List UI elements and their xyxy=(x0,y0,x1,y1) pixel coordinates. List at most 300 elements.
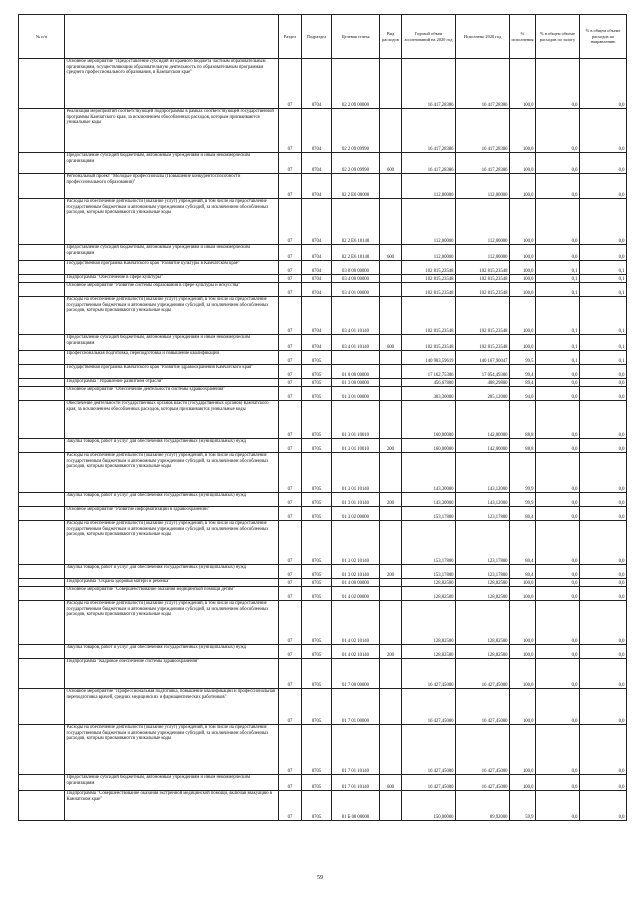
header-fact: Исполнено 2020 год xyxy=(456,15,510,59)
cell-fact: 408,29800 xyxy=(456,379,510,387)
cell-plan: 143,30000 xyxy=(402,493,456,507)
cell-share-total: 0,0 xyxy=(536,775,580,791)
cell-share-total: 0,1 xyxy=(536,261,580,275)
cell-vr xyxy=(380,791,402,821)
cell-share-sphere: 0,0 xyxy=(580,365,627,379)
cell-name: Основное мероприятие "Совершенствование оказания медицинской помощи детям" xyxy=(65,587,279,601)
cell-csr: 02 2 09 09990 xyxy=(332,153,380,174)
cell-share-sphere: 0,0 xyxy=(580,507,627,521)
cell-vr xyxy=(380,365,402,379)
cell-fact: 102 815,23548 xyxy=(456,261,510,275)
cell-name: Профессиональная подготовка, переподготовка и повышение квалификации xyxy=(65,351,279,365)
cell-share-total: 0,1 xyxy=(536,275,580,283)
cell-share-sphere: 0,1 xyxy=(580,297,627,335)
cell-podrazdel: 0704 xyxy=(302,153,332,174)
cell-podrazdel: 0705 xyxy=(302,791,332,821)
cell-num xyxy=(19,725,65,775)
cell-csr: 02 2 Е6 10140 xyxy=(332,245,380,261)
header-podrazdel: Подраздел xyxy=(302,15,332,59)
cell-name: Основное мероприятие "Предоставление субсидий из краевого бюджета частным образовательным организациям, осуществляющим образовательную деятельность по образовательным программам среднего профессионального образования, в Камчатском крае" xyxy=(65,59,279,109)
cell-share-total: 0,0 xyxy=(536,365,580,379)
cell-share-sphere: 0,0 xyxy=(580,59,627,109)
cell-name: Расходы на обеспечение деятельности (оказание услуг) учреждений, в том числе на предоставление государственным бюджетным и автономным учреждениям субсидий, за исключением обособленных расходов, которым присваиваются уникальные коды xyxy=(65,199,279,245)
cell-num xyxy=(19,275,65,283)
cell-share-sphere: 0,0 xyxy=(580,587,627,601)
cell-num xyxy=(19,153,65,174)
cell-name: Основное мероприятие "Развитие системы образования в сфере культуры и искусства" xyxy=(65,283,279,297)
cell-podrazdel: 0705 xyxy=(302,507,332,521)
cell-podrazdel: 0704 xyxy=(302,275,332,283)
cell-plan: 112,00000 xyxy=(402,174,456,199)
cell-num xyxy=(19,245,65,261)
cell-csr: 01 4 02 00000 xyxy=(332,587,380,601)
cell-vr xyxy=(380,199,402,245)
cell-share-sphere: 0,0 xyxy=(580,659,627,689)
cell-fact: 102 815,23548 xyxy=(456,335,510,351)
cell-name: Предоставление субсидий бюджетным, автономным учреждениям и иным некоммерческим организациям xyxy=(65,153,279,174)
cell-share-sphere: 0,0 xyxy=(580,775,627,791)
cell-csr xyxy=(332,351,380,365)
table-row xyxy=(19,174,627,199)
cell-share-total: 0,0 xyxy=(536,401,580,439)
cell-podrazdel: 0705 xyxy=(302,439,332,453)
cell-share-total: 0,0 xyxy=(536,689,580,725)
table-row xyxy=(19,725,627,775)
cell-podrazdel: 0705 xyxy=(302,401,332,439)
cell-plan: 160,00000 xyxy=(402,401,456,439)
cell-num xyxy=(19,579,65,587)
cell-razdel: 07 xyxy=(279,775,302,791)
cell-razdel: 07 xyxy=(279,153,302,174)
cell-podrazdel: 0705 xyxy=(302,453,332,493)
cell-csr: 01 7 01 10140 xyxy=(332,725,380,775)
cell-plan: 456,67800 xyxy=(402,379,456,387)
cell-plan: 16 417,28386 xyxy=(402,153,456,174)
cell-razdel: 07 xyxy=(279,174,302,199)
table-row xyxy=(19,587,627,601)
cell-fact: 128,82500 xyxy=(456,579,510,587)
cell-csr: 03 4 00 00000 xyxy=(332,275,380,283)
cell-name: Закупка товаров, работ и услуг для обеспечения государственных (муниципальных) нужд xyxy=(65,565,279,579)
table-row xyxy=(19,689,627,725)
table-body xyxy=(19,59,627,821)
cell-vr xyxy=(380,297,402,335)
cell-name: Предоставление субсидий бюджетным, автономным учреждениям и иным некоммерческим организациям xyxy=(65,335,279,351)
cell-vr xyxy=(380,587,402,601)
cell-podrazdel: 0705 xyxy=(302,579,332,587)
cell-name: Основное мероприятие "Обеспечение деятельности системы здравоохранения" xyxy=(65,387,279,401)
cell-name: Подпрограмма "Обеспечение в сфере культуры" xyxy=(65,275,279,283)
cell-csr: 01 Б 00 00000 xyxy=(332,791,380,821)
table-row xyxy=(19,335,627,351)
cell-share-sphere: 0,0 xyxy=(580,379,627,387)
cell-razdel: 07 xyxy=(279,199,302,245)
cell-plan: 128,82500 xyxy=(402,587,456,601)
cell-razdel: 07 xyxy=(279,351,302,365)
cell-num xyxy=(19,689,65,725)
cell-share-total: 0,0 xyxy=(536,439,580,453)
cell-plan: 140 903,59619 xyxy=(402,351,456,365)
cell-name: Закупка товаров, работ и услуг для обеспечения государственных (муниципальных) нужд xyxy=(65,439,279,453)
cell-num xyxy=(19,59,65,109)
cell-vr xyxy=(380,521,402,565)
header-csr: Целевая статья xyxy=(332,15,380,59)
table-header-row xyxy=(19,15,627,59)
cell-podrazdel: 0704 xyxy=(302,199,332,245)
cell-share-sphere: 0,1 xyxy=(580,261,627,275)
cell-name: Основное мероприятие "Развитие информатизации в здравоохранении" xyxy=(65,507,279,521)
cell-plan: 16 427,45000 xyxy=(402,775,456,791)
cell-share-total: 0,1 xyxy=(536,351,580,365)
cell-csr: 03 4 01 00000 xyxy=(332,283,380,297)
cell-podrazdel: 0705 xyxy=(302,645,332,659)
cell-csr: 01 3 01 10140 xyxy=(332,493,380,507)
cell-share-total: 0,0 xyxy=(536,579,580,587)
cell-share-total: 0,0 xyxy=(536,174,580,199)
cell-fact: 112,00000 xyxy=(456,245,510,261)
cell-name: Расходы на обеспечение деятельности (оказание услуг) учреждений, в том числе на предоставление государственным бюджетным и автономным учреждениям субсидий, за исключением обособленных расходов, которым присваиваются уникальные коды xyxy=(65,521,279,565)
cell-podrazdel: 0705 xyxy=(302,387,332,401)
cell-vr: 200 xyxy=(380,493,402,507)
cell-name: Подпрограмма "Кадровое обеспечение системы здравоохранения" xyxy=(65,659,279,689)
cell-plan: 303,30000 xyxy=(402,387,456,401)
cell-vr xyxy=(380,109,402,153)
cell-plan: 102 815,23548 xyxy=(402,283,456,297)
cell-podrazdel: 0705 xyxy=(302,659,332,689)
cell-plan: 150,00000 xyxy=(402,791,456,821)
cell-csr: 01 7 00 00000 xyxy=(332,659,380,689)
cell-name: Реализация мероприятий соответствующей подпрограммы в рамках соответствующей государственной программы Камчатского края, за исключением обособленных расходов, которым присваиваются уникальные коды xyxy=(65,109,279,153)
cell-num xyxy=(19,261,65,275)
cell-csr: 02 2 Е6 00000 xyxy=(332,174,380,199)
header-share-total: % в общем объеме расходов по залогу xyxy=(536,15,580,59)
cell-plan: 17 162,75306 xyxy=(402,365,456,379)
table-row xyxy=(19,153,627,174)
cell-plan: 160,00000 xyxy=(402,439,456,453)
cell-razdel: 07 xyxy=(279,659,302,689)
cell-share-total: 0,0 xyxy=(536,659,580,689)
cell-vr: 600 xyxy=(380,245,402,261)
cell-vr xyxy=(380,261,402,275)
table-row xyxy=(19,283,627,297)
cell-razdel: 07 xyxy=(279,59,302,109)
cell-csr: 01 3 01 10010 xyxy=(332,439,380,453)
table-row xyxy=(19,565,627,579)
table-row xyxy=(19,59,627,109)
cell-share-sphere: 0,0 xyxy=(580,401,627,439)
table-row xyxy=(19,493,627,507)
cell-plan: 153,17800 xyxy=(402,521,456,565)
cell-share-sphere: 0,0 xyxy=(580,579,627,587)
cell-num xyxy=(19,453,65,493)
table-row xyxy=(19,365,627,379)
cell-csr: 01 7 01 10140 xyxy=(332,775,380,791)
cell-razdel: 07 xyxy=(279,587,302,601)
cell-vr xyxy=(380,387,402,401)
cell-fact: 16 417,28386 xyxy=(456,153,510,174)
cell-podrazdel: 0704 xyxy=(302,261,332,275)
cell-fact: 16 427,45000 xyxy=(456,775,510,791)
cell-pct: 100,0 xyxy=(510,579,536,587)
cell-fact: 112,00000 xyxy=(456,199,510,245)
cell-razdel: 07 xyxy=(279,283,302,297)
table-row xyxy=(19,601,627,645)
cell-share-total: 0,0 xyxy=(536,379,580,387)
cell-podrazdel: 0705 xyxy=(302,493,332,507)
table-row xyxy=(19,453,627,493)
cell-share-sphere: 0,1 xyxy=(580,335,627,351)
table-row xyxy=(19,791,627,821)
cell-csr: 01 3 02 10140 xyxy=(332,565,380,579)
cell-num xyxy=(19,335,65,351)
cell-vr xyxy=(380,351,402,365)
cell-razdel: 07 xyxy=(279,565,302,579)
table-row xyxy=(19,439,627,453)
cell-pct: 100,0 xyxy=(510,275,536,283)
cell-fact: 128,82500 xyxy=(456,601,510,645)
cell-name: Подпрограмма "Управление развитием отрасли" xyxy=(65,379,279,387)
cell-razdel: 07 xyxy=(279,109,302,153)
cell-num xyxy=(19,401,65,439)
cell-fact: 143,12000 xyxy=(456,493,510,507)
cell-share-total: 0,0 xyxy=(536,645,580,659)
cell-share-total: 0,0 xyxy=(536,199,580,245)
cell-share-total: 0,0 xyxy=(536,153,580,174)
cell-plan: 16 417,28386 xyxy=(402,59,456,109)
cell-pct: 100,0 xyxy=(510,59,536,109)
cell-name: Подпрограмма "Совершенствование оказания экстренной медицинской помощи, включая эвакуацию в Камчатском крае" xyxy=(65,791,279,821)
cell-name: Закупка товаров, работ и услуг для обеспечения государственных (муниципальных) нужд xyxy=(65,493,279,507)
cell-vr xyxy=(380,579,402,587)
cell-vr xyxy=(380,725,402,775)
cell-fact: 128,82500 xyxy=(456,587,510,601)
cell-csr: 01 4 00 00000 xyxy=(332,579,380,587)
cell-pct: 100,0 xyxy=(510,109,536,153)
cell-vr: 600 xyxy=(380,153,402,174)
cell-razdel: 07 xyxy=(279,297,302,335)
cell-csr: 01 7 01 00000 xyxy=(332,689,380,725)
table-row xyxy=(19,199,627,245)
cell-razdel: 07 xyxy=(279,275,302,283)
cell-csr: 03 0 00 00000 xyxy=(332,261,380,275)
cell-pct: 99,9 xyxy=(510,493,536,507)
table-row xyxy=(19,579,627,587)
cell-plan: 16 427,45000 xyxy=(402,725,456,775)
cell-num xyxy=(19,365,65,379)
cell-razdel: 07 xyxy=(279,401,302,439)
cell-num xyxy=(19,645,65,659)
cell-name: Расходы на обеспечение деятельности (оказание услуг) учреждений, в том числе на предоставление государственным бюджетным и автономным учреждениям субсидий, за исключением обособленных расходов, которым присваиваются уникальные коды xyxy=(65,453,279,493)
cell-plan: 153,17800 xyxy=(402,565,456,579)
cell-vr xyxy=(380,507,402,521)
cell-num xyxy=(19,283,65,297)
cell-razdel: 07 xyxy=(279,493,302,507)
cell-vr xyxy=(380,659,402,689)
cell-pct: 100,0 xyxy=(510,174,536,199)
cell-num xyxy=(19,439,65,453)
cell-podrazdel: 0704 xyxy=(302,245,332,261)
cell-podrazdel: 0705 xyxy=(302,601,332,645)
cell-fact: 142,00000 xyxy=(456,401,510,439)
cell-csr: 02 2 Е6 10140 xyxy=(332,199,380,245)
header-share-sphere: % в общем объеме расходов по направлению xyxy=(580,15,627,59)
cell-fact: 16 427,45000 xyxy=(456,689,510,725)
cell-vr: 200 xyxy=(380,439,402,453)
cell-fact: 89,92000 xyxy=(456,791,510,821)
cell-name: Региональный проект "Молодые профессионалы (Повышение конкурентоспособности профессионального образования)" xyxy=(65,174,279,199)
table-row xyxy=(19,245,627,261)
cell-name: Расходы на обеспечение деятельности (оказание услуг) учреждений, в том числе на предоставление государственным бюджетным и автономным учреждениям субсидий, за исключением обособленных расходов, которым присваиваются уникальные коды xyxy=(65,601,279,645)
cell-share-sphere: 0,0 xyxy=(580,689,627,725)
cell-pct: 100,0 xyxy=(510,725,536,775)
cell-csr: 01 3 01 10010 xyxy=(332,401,380,439)
table-row xyxy=(19,109,627,153)
cell-plan: 112,00000 xyxy=(402,199,456,245)
cell-fact: 16 417,28386 xyxy=(456,109,510,153)
cell-share-sphere: 0,0 xyxy=(580,601,627,645)
cell-plan: 102 815,23548 xyxy=(402,335,456,351)
cell-vr xyxy=(380,601,402,645)
cell-razdel: 07 xyxy=(279,245,302,261)
cell-razdel: 07 xyxy=(279,579,302,587)
cell-razdel: 07 xyxy=(279,439,302,453)
cell-fact: 123,17800 xyxy=(456,565,510,579)
cell-share-sphere: 0,0 xyxy=(580,439,627,453)
cell-razdel: 07 xyxy=(279,335,302,351)
cell-csr: 01 3 01 00000 xyxy=(332,387,380,401)
cell-num xyxy=(19,659,65,689)
cell-vr xyxy=(380,689,402,725)
header-razdel: Раздел xyxy=(279,15,302,59)
cell-vr: 200 xyxy=(380,645,402,659)
cell-pct: 100,0 xyxy=(510,775,536,791)
cell-podrazdel: 0705 xyxy=(302,351,332,365)
cell-plan: 16 427,45000 xyxy=(402,689,456,725)
cell-name: Закупка товаров, работ и услуг для обеспечения государственных (муниципальных) нужд xyxy=(65,645,279,659)
table-row xyxy=(19,645,627,659)
cell-name: Расходы на обеспечение деятельности (оказание услуг) учреждений, в том числе на предоставление государственным бюджетным и автономным учреждениям субсидий, за исключением обособленных расходов, которым присваиваются уникальные коды xyxy=(65,297,279,335)
cell-share-total: 0,0 xyxy=(536,521,580,565)
cell-name: Предоставление субсидий бюджетным, автономным учреждениям и иным некоммерческим организациям xyxy=(65,775,279,791)
cell-num xyxy=(19,587,65,601)
cell-fact: 102 815,23548 xyxy=(456,283,510,297)
cell-podrazdel: 0704 xyxy=(302,297,332,335)
cell-vr xyxy=(380,401,402,439)
cell-plan: 128,82500 xyxy=(402,579,456,587)
cell-fact: 17 054,49306 xyxy=(456,365,510,379)
cell-podrazdel: 0705 xyxy=(302,565,332,579)
cell-plan: 102 815,23548 xyxy=(402,297,456,335)
cell-fact: 102 815,23548 xyxy=(456,275,510,283)
cell-name: Государственная программа Камчатского края "Развитие культуры в Камчатском крае" xyxy=(65,261,279,275)
cell-pct: 99,5 xyxy=(510,351,536,365)
budget-table xyxy=(18,14,627,821)
table-row xyxy=(19,401,627,439)
table-row xyxy=(19,521,627,565)
cell-share-sphere: 0,0 xyxy=(580,521,627,565)
cell-pct: 100,0 xyxy=(510,587,536,601)
cell-num xyxy=(19,493,65,507)
cell-razdel: 07 xyxy=(279,379,302,387)
cell-podrazdel: 0705 xyxy=(302,775,332,791)
cell-razdel: 07 xyxy=(279,261,302,275)
cell-num xyxy=(19,379,65,387)
cell-share-total: 0,0 xyxy=(536,565,580,579)
cell-vr xyxy=(380,379,402,387)
cell-share-total: 0,0 xyxy=(536,507,580,521)
cell-csr: 01 3 01 10140 xyxy=(332,453,380,493)
cell-fact: 16 427,45000 xyxy=(456,659,510,689)
cell-fact: 16 417,28386 xyxy=(456,59,510,109)
table-row xyxy=(19,379,627,387)
cell-csr: 02 2 09 00000 xyxy=(332,59,380,109)
cell-share-total: 0,0 xyxy=(536,109,580,153)
cell-num xyxy=(19,791,65,821)
cell-pct: 100,0 xyxy=(510,199,536,245)
cell-pct: 100,0 xyxy=(510,245,536,261)
cell-razdel: 07 xyxy=(279,689,302,725)
cell-fact: 123,17800 xyxy=(456,521,510,565)
cell-razdel: 07 xyxy=(279,365,302,379)
cell-vr xyxy=(380,275,402,283)
cell-vr xyxy=(380,174,402,199)
cell-podrazdel: 0704 xyxy=(302,283,332,297)
cell-share-sphere: 0,0 xyxy=(580,791,627,821)
cell-share-sphere: 0,1 xyxy=(580,275,627,283)
table-row xyxy=(19,261,627,275)
cell-fact: 16 427,45000 xyxy=(456,725,510,775)
cell-plan: 102 815,23548 xyxy=(402,261,456,275)
cell-vr xyxy=(380,59,402,109)
cell-podrazdel: 0705 xyxy=(302,587,332,601)
cell-name: Подпрограмма "Охрана здоровья матери и ребенка" xyxy=(65,579,279,587)
cell-name: Обеспечение деятельности государственных органов власти (государственных органов) Камчатского края, за исключением обособленных расходов, которым присваиваются уникальные коды xyxy=(65,401,279,439)
header-plan: Годовой объем ассигнований на 2020 год xyxy=(402,15,456,59)
cell-razdel: 07 xyxy=(279,453,302,493)
cell-num xyxy=(19,109,65,153)
cell-share-sphere: 0,0 xyxy=(580,245,627,261)
cell-csr: 03 4 01 10140 xyxy=(332,335,380,351)
cell-vr xyxy=(380,283,402,297)
cell-vr: 600 xyxy=(380,335,402,351)
table-row xyxy=(19,387,627,401)
cell-razdel: 07 xyxy=(279,791,302,821)
page-number: 59 xyxy=(317,875,323,881)
cell-name: Государственная программа Камчатского края "Развитие здравоохранения Камчатского края" xyxy=(65,365,279,379)
cell-num xyxy=(19,297,65,335)
cell-share-total: 0,0 xyxy=(536,493,580,507)
cell-share-total: 0,0 xyxy=(536,59,580,109)
cell-pct: 99,4 xyxy=(510,365,536,379)
cell-pct: 100,0 xyxy=(510,601,536,645)
cell-num xyxy=(19,507,65,521)
cell-podrazdel: 0704 xyxy=(302,109,332,153)
table-row xyxy=(19,297,627,335)
cell-csr: 01 3 00 00000 xyxy=(332,379,380,387)
table-row xyxy=(19,507,627,521)
cell-num xyxy=(19,565,65,579)
cell-pct: 100,0 xyxy=(510,297,536,335)
table-row xyxy=(19,275,627,283)
cell-plan: 112,00000 xyxy=(402,245,456,261)
cell-podrazdel: 0705 xyxy=(302,379,332,387)
cell-share-total: 0,0 xyxy=(536,387,580,401)
cell-pct: 59,9 xyxy=(510,791,536,821)
cell-pct: 88,8 xyxy=(510,401,536,439)
cell-vr: 600 xyxy=(380,775,402,791)
cell-csr: 03 4 01 10140 xyxy=(332,297,380,335)
cell-vr xyxy=(380,453,402,493)
